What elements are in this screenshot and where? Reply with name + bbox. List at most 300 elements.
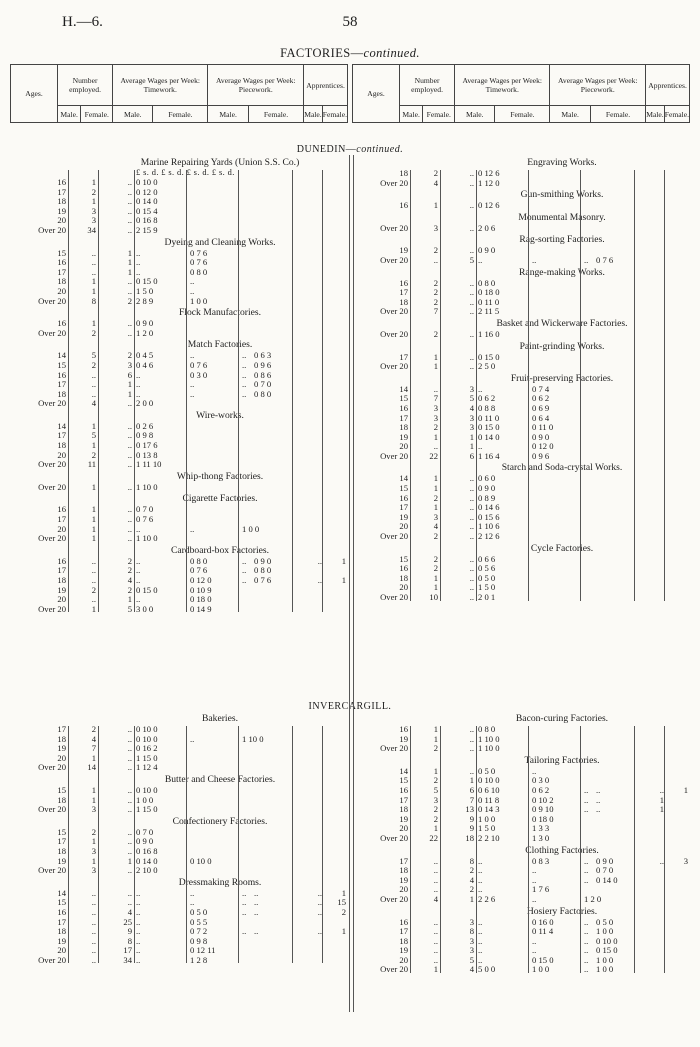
timework-female-cell: 0 12 0: [190, 575, 212, 585]
male-count-cell: 4: [433, 893, 438, 904]
section-title: Dressmaking Rooms.: [178, 876, 262, 888]
female-count-cell: ..: [127, 420, 132, 431]
timework-header: Average Wages per Week: Timework.: [455, 65, 550, 106]
timework-male-cell: ..: [136, 523, 141, 534]
timework-male-cell: 0 9 0: [136, 836, 154, 847]
male-count-cell: 11: [87, 459, 96, 470]
table-row: [10, 399, 350, 409]
piecework-female-cell: ..: [254, 897, 259, 908]
timework-female-cell: 0 15 0: [532, 954, 554, 965]
invercargill-left-column: [10, 712, 350, 965]
female-count-cell: ..: [469, 531, 474, 542]
male-header: Male.: [646, 106, 665, 123]
timework-female-cell: 0 18 0: [190, 594, 212, 605]
timework-female-cell: ..: [532, 874, 537, 885]
female-count-cell: 1: [127, 379, 132, 390]
table-row: [352, 532, 692, 542]
timework-female-cell: ..: [190, 897, 195, 908]
male-count-cell: ..: [91, 257, 96, 268]
column-rule: [238, 170, 239, 612]
age-cell: 14: [57, 420, 66, 431]
male-count-cell: 3: [433, 511, 438, 522]
male-count-cell: ..: [91, 935, 96, 946]
timework-male-cell: 1 5 0: [478, 823, 496, 834]
female-count-cell: ..: [469, 245, 474, 256]
female-count-cell: ..: [469, 277, 474, 288]
timework-female-cell: 0 5 0: [190, 906, 208, 917]
timework-male-cell: ..: [478, 874, 483, 885]
male-count-cell: 3: [91, 804, 96, 815]
column-rule: [410, 170, 411, 601]
age-cell: 19: [399, 813, 408, 824]
timework-male-cell: 0 8 8: [478, 402, 496, 413]
timework-male-cell: 0 10 0: [478, 775, 500, 786]
piecework-male-cell: ..: [242, 359, 247, 370]
male-count-cell: 1: [91, 855, 96, 866]
timework-female-cell: 0 7 6: [190, 257, 208, 268]
male-count-cell: 22: [429, 832, 438, 843]
age-cell: 18: [399, 168, 408, 178]
timework-female-cell: 0 6 4: [532, 412, 550, 423]
male-count-cell: 2: [433, 743, 438, 754]
timework-female-cell: 0 7 6: [190, 565, 208, 576]
ages-header: Ages.: [353, 65, 400, 123]
column-rule: [528, 726, 529, 973]
female-count-cell: 1: [469, 893, 474, 904]
male-count-cell: 1: [91, 318, 96, 329]
male-count-cell: 2: [433, 492, 438, 503]
column-rule: [322, 726, 323, 963]
timework-male-cell: 0 15 4: [136, 205, 158, 216]
age-cell: Over 20: [38, 762, 66, 773]
age-cell: 19: [57, 935, 66, 946]
age-cell: 17: [57, 836, 66, 847]
timework-male-cell: 0 9 0: [478, 245, 496, 256]
female-count-cell: ..: [127, 514, 132, 525]
male-count-cell: ..: [91, 906, 96, 917]
male-count-cell: 1: [433, 351, 438, 362]
timework-male-cell: 0 10 0: [136, 724, 158, 734]
timework-male-cell: 1 5 0: [136, 285, 154, 296]
section-title: Engraving Works.: [527, 157, 597, 168]
female-header: Female.: [664, 106, 689, 123]
female-count-cell: ..: [127, 865, 132, 876]
timework-male-cell: ..: [478, 935, 483, 946]
timework-male-cell: 5 0 0: [478, 964, 496, 975]
female-count-cell: 2: [127, 584, 132, 595]
timework-female-cell: 0 12 11: [190, 945, 216, 956]
timework-male-cell: 2 2 6: [478, 893, 496, 904]
age-cell: 16: [57, 906, 66, 917]
apprentice-female-cell: 1: [341, 926, 346, 937]
age-cell: 18: [57, 794, 66, 805]
table-row: [352, 895, 692, 905]
female-count-cell: 25: [123, 916, 132, 927]
age-cell: Over 20: [38, 398, 66, 409]
male-count-cell: 1: [91, 196, 96, 207]
male-count-cell: 3: [91, 865, 96, 876]
female-count-cell: 3: [469, 935, 474, 946]
age-cell: 19: [57, 743, 66, 754]
age-cell: 17: [57, 514, 66, 525]
age-cell: 19: [399, 733, 408, 744]
timework-male-cell: 0 15 0: [478, 422, 500, 433]
column-rule: [68, 170, 69, 612]
male-count-cell: 2: [433, 775, 438, 786]
male-count-cell: 3: [433, 222, 438, 233]
age-cell: 15: [399, 553, 408, 564]
female-count-cell: 13: [465, 804, 474, 815]
timework-male-cell: 0 14 0: [136, 196, 158, 207]
timework-male-cell: 0 14 3: [478, 804, 500, 815]
number-employed-header: Number employed.: [400, 65, 455, 106]
timework-male-cell: 0 17 6: [136, 440, 158, 451]
timework-female-cell: 0 11 0: [532, 422, 554, 433]
timework-male-cell: 2 10 0: [136, 865, 158, 876]
timework-male-cell: ..: [136, 935, 141, 946]
column-rule: [68, 726, 69, 963]
dunedin-left-column: [10, 156, 350, 614]
male-count-cell: ..: [91, 565, 96, 576]
female-count-cell: 1: [127, 388, 132, 399]
column-rule: [634, 726, 635, 973]
age-cell: Over 20: [380, 328, 408, 339]
timework-female-cell: ..: [190, 523, 195, 534]
age-cell: Over 20: [380, 254, 408, 265]
female-count-cell: 3: [469, 422, 474, 433]
piecework-male-cell: ..: [584, 945, 589, 956]
column-rule: [410, 726, 411, 973]
table-row: [352, 201, 692, 211]
male-count-cell: 1: [433, 502, 438, 513]
female-count-cell: ..: [127, 177, 132, 187]
age-cell: Over 20: [380, 361, 408, 372]
timework-male-cell: 0 10 0: [136, 784, 158, 795]
timework-male-cell: ..: [136, 926, 141, 937]
male-count-cell: 1: [433, 200, 438, 211]
timework-male-cell: 0 15 0: [136, 584, 158, 595]
piecework-female-cell: ..: [596, 794, 601, 805]
age-cell: Over 20: [38, 533, 66, 544]
age-cell: 20: [399, 954, 408, 965]
timework-male-cell: 1 15 0: [136, 804, 158, 815]
female-count-cell: ..: [127, 533, 132, 544]
apprentice-female-cell: 1: [683, 784, 688, 795]
dunedin-right-column: [352, 156, 692, 603]
timework-male-cell: ..: [478, 865, 483, 876]
piecework-male-cell: 1 2 0: [584, 893, 602, 904]
age-cell: 16: [57, 369, 66, 380]
age-cell: 17: [57, 430, 66, 441]
table-row: [352, 452, 692, 462]
age-cell: 17: [399, 287, 408, 298]
table-row: [352, 307, 692, 317]
piecework-male-cell: 1 0 0: [242, 523, 260, 534]
piecework-male-cell: ..: [584, 954, 589, 965]
female-count-cell: ..: [127, 794, 132, 805]
timework-male-cell: 1 10 0: [478, 743, 500, 754]
female-count-cell: 1: [127, 266, 132, 277]
age-cell: 15: [57, 359, 66, 370]
piecework-male-cell: ..: [584, 935, 589, 946]
age-cell: 20: [57, 523, 66, 534]
piecework-female-cell: 0 8 6: [254, 369, 272, 380]
timework-male-cell: 0 8 0: [478, 277, 496, 288]
column-rule: [134, 170, 135, 612]
male-count-cell: ..: [91, 555, 96, 566]
female-count-cell: 5: [127, 603, 132, 614]
timework-female-cell: 1 3 3: [532, 823, 550, 834]
timework-female-cell: 0 7 6: [190, 359, 208, 370]
age-cell: 17: [57, 565, 66, 576]
female-count-cell: ..: [469, 582, 474, 593]
age-cell: 14: [399, 383, 408, 394]
male-header: Male.: [113, 106, 153, 123]
male-count-cell: ..: [433, 874, 438, 885]
timework-male-cell: 1 10 0: [136, 533, 158, 544]
male-count-cell: 1: [91, 836, 96, 847]
timework-male-cell: 0 2 6: [136, 420, 154, 431]
timework-male-cell: 0 10 0: [136, 177, 158, 187]
female-count-cell: 17: [123, 945, 132, 956]
age-cell: Over 20: [380, 832, 408, 843]
timework-female-cell: ..: [190, 285, 195, 296]
male-count-cell: 1: [91, 603, 96, 614]
piecework-female-cell: ..: [254, 887, 259, 898]
age-cell: 19: [399, 511, 408, 522]
timework-male-cell: 0 11 8: [478, 794, 500, 805]
timework-female-cell: 0 8 0: [190, 266, 208, 277]
timework-female-cell: 1 3 0: [532, 832, 550, 843]
female-count-cell: 18: [465, 832, 474, 843]
timework-male-cell: 0 15 0: [478, 351, 500, 362]
age-cell: Over 20: [380, 531, 408, 542]
column-rule: [528, 170, 529, 601]
age-cell: 15: [57, 826, 66, 837]
male-count-cell: 3: [91, 205, 96, 216]
piecework-female-cell: 0 5 0: [596, 916, 614, 927]
female-count-cell: 9: [469, 813, 474, 824]
timework-male-cell: 0 12 0: [136, 186, 158, 197]
male-count-cell: 2: [433, 328, 438, 339]
male-count-cell: 1: [91, 504, 96, 515]
female-count-cell: 1: [127, 247, 132, 258]
male-count-cell: 7: [433, 306, 438, 317]
female-count-cell: ..: [127, 276, 132, 287]
age-cell: 18: [399, 865, 408, 876]
age-cell: 18: [399, 572, 408, 583]
piecework-male-cell: ..: [242, 388, 247, 399]
timework-male-cell: 2 11 5: [478, 306, 500, 317]
piecework-male-cell: ..: [242, 887, 247, 898]
timework-female-cell: 1 0 0: [190, 295, 208, 306]
age-cell: 18: [57, 575, 66, 585]
female-count-cell: ..: [469, 361, 474, 372]
female-count-cell: ..: [469, 492, 474, 503]
female-count-cell: ..: [127, 285, 132, 296]
age-cell: 20: [399, 884, 408, 895]
table-row: [10, 534, 350, 544]
timework-male-cell: ..: [478, 884, 483, 895]
female-count-cell: 3: [469, 383, 474, 394]
female-count-cell: ..: [127, 724, 132, 734]
piecework-female-cell: 0 6 3: [254, 350, 272, 361]
female-count-cell: ..: [127, 186, 132, 197]
age-cell: Over 20: [38, 804, 66, 815]
age-cell: 14: [57, 350, 66, 361]
timework-female-cell: 0 9 8: [190, 935, 208, 946]
male-count-cell: ..: [91, 954, 96, 965]
piecework-female-cell: 1 0 0: [596, 926, 614, 937]
table-row: [352, 834, 692, 844]
female-count-cell: ..: [469, 306, 474, 317]
female-count-cell: ..: [469, 572, 474, 583]
age-cell: 17: [57, 266, 66, 277]
apprentice-female-cell: 3: [683, 855, 688, 866]
male-count-cell: 3: [433, 412, 438, 423]
female-count-cell: ..: [469, 483, 474, 494]
section-title: Monumental Masonry.: [518, 211, 606, 223]
timework-male-cell: 2 0 0: [136, 398, 154, 409]
age-cell: 16: [57, 318, 66, 329]
piecework-male-cell: ..: [242, 555, 247, 566]
timework-male-cell: ..: [478, 441, 483, 452]
age-cell: 20: [57, 594, 66, 605]
female-count-cell: ..: [127, 504, 132, 515]
timework-female-cell: 0 3 0: [532, 775, 550, 786]
male-count-cell: 1: [433, 582, 438, 593]
column-rule: [476, 170, 477, 601]
female-count-cell: ..: [127, 826, 132, 837]
section-title: Hosiery Factories.: [526, 905, 598, 917]
female-count-cell: 3: [469, 412, 474, 423]
age-cell: 19: [399, 431, 408, 442]
age-cell: 17: [57, 916, 66, 927]
timework-male-cell: 0 5 0: [478, 765, 496, 776]
section-title: Starch and Soda-crystal Works.: [501, 462, 623, 474]
female-count-cell: ..: [127, 897, 132, 908]
female-count-cell: ..: [469, 351, 474, 362]
timework-female-cell: 0 10 9: [190, 584, 212, 595]
section-title: Bacon-curing Factories.: [515, 713, 609, 724]
male-header: Male.: [208, 106, 249, 123]
piecework-male-cell: ..: [584, 916, 589, 927]
timework-male-cell: 2 15 9: [136, 224, 158, 235]
age-cell: 16: [57, 555, 66, 566]
piecework-female-cell: 0 14 0: [596, 874, 618, 885]
apprentice-male-cell: ..: [317, 926, 322, 937]
age-cell: 19: [57, 584, 66, 595]
timework-male-cell: 2 2 10: [478, 832, 500, 843]
female-count-cell: ..: [127, 845, 132, 856]
male-count-cell: 2: [91, 724, 96, 734]
timework-female-cell: 0 12 0: [532, 441, 554, 452]
age-cell: 18: [399, 935, 408, 946]
age-cell: 18: [57, 845, 66, 856]
male-count-cell: ..: [91, 887, 96, 898]
piecework-female-cell: 0 7 6: [254, 575, 272, 585]
male-count-cell: 1: [91, 794, 96, 805]
table-row: [10, 763, 350, 773]
piecework-male-cell: ..: [584, 804, 589, 815]
female-count-cell: 5: [469, 393, 474, 404]
male-count-cell: 2: [433, 287, 438, 298]
table-row: [10, 226, 350, 236]
column-rule: [580, 726, 581, 973]
timework-male-cell: ..: [478, 916, 483, 927]
piecework-female-cell: 0 7 6: [596, 254, 614, 265]
timework-male-cell: 0 6 2: [478, 393, 496, 404]
female-count-cell: 2: [469, 865, 474, 876]
age-cell: Over 20: [380, 450, 408, 461]
timework-female-cell: ..: [532, 765, 537, 776]
age-cell: Over 20: [380, 306, 408, 317]
timework-male-cell: 1 12 4: [136, 762, 158, 773]
piecework-male-cell: ..: [584, 865, 589, 876]
timework-male-cell: 1 5 0: [478, 582, 496, 593]
piecework-female-cell: 0 15 0: [596, 945, 618, 956]
apprentice-male-cell: ..: [317, 555, 322, 566]
male-count-cell: ..: [433, 935, 438, 946]
apprentice-male-cell: ..: [317, 906, 322, 917]
timework-female-cell: ..: [190, 276, 195, 287]
timework-male-cell: ..: [478, 954, 483, 965]
female-count-cell: 6: [469, 784, 474, 795]
female-count-cell: ..: [127, 205, 132, 216]
age-cell: 18: [57, 196, 66, 207]
timework-male-cell: ..: [136, 266, 141, 277]
timework-female-cell: 0 9 10: [532, 804, 554, 815]
male-count-cell: 1: [433, 483, 438, 494]
timework-male-cell: 2 5 0: [478, 361, 496, 372]
female-count-cell: 8: [469, 855, 474, 866]
section-title: Flock Manufactories.: [178, 307, 262, 319]
timework-male-cell: 2 12 6: [478, 531, 500, 542]
timework-male-cell: 1 10 0: [136, 481, 158, 492]
timework-female-cell: ..: [190, 388, 195, 399]
piecework-male-cell: ..: [242, 575, 247, 585]
female-count-cell: ..: [469, 502, 474, 513]
piecework-male-cell: ..: [584, 254, 589, 265]
age-cell: 20: [399, 823, 408, 834]
column-rule: [476, 726, 477, 973]
section-title: Dyeing and Cleaning Works.: [164, 236, 276, 248]
timework-female-cell: 0 9 6: [532, 450, 550, 461]
age-cell: 20: [57, 752, 66, 763]
timework-male-cell: ..: [478, 945, 483, 956]
timework-male-cell: 0 18 0: [478, 287, 500, 298]
column-rule: [134, 726, 135, 963]
timework-male-cell: 1 11 10: [136, 459, 162, 470]
timework-male-cell: 0 6 6: [478, 553, 496, 564]
age-cell: 18: [399, 804, 408, 815]
timework-female-cell: 0 8 0: [190, 555, 208, 566]
timework-female-cell: 0 14 9: [190, 603, 212, 614]
male-header: Male.: [455, 106, 495, 123]
column-header-right: [352, 64, 690, 123]
currency-units: £ s. d. £ s. d. £ s. d. £ s. d.: [136, 168, 235, 177]
male-count-cell: ..: [91, 897, 96, 908]
table-row: [10, 483, 350, 493]
age-cell: 16: [57, 504, 66, 515]
table-row: [10, 460, 350, 470]
female-count-cell: 6: [127, 369, 132, 380]
male-count-cell: 1: [433, 823, 438, 834]
document-code: H.—6.: [62, 14, 103, 30]
piecework-female-cell: 0 8 0: [254, 565, 272, 576]
female-count-cell: 9: [469, 823, 474, 834]
male-count-cell: 2: [433, 553, 438, 564]
